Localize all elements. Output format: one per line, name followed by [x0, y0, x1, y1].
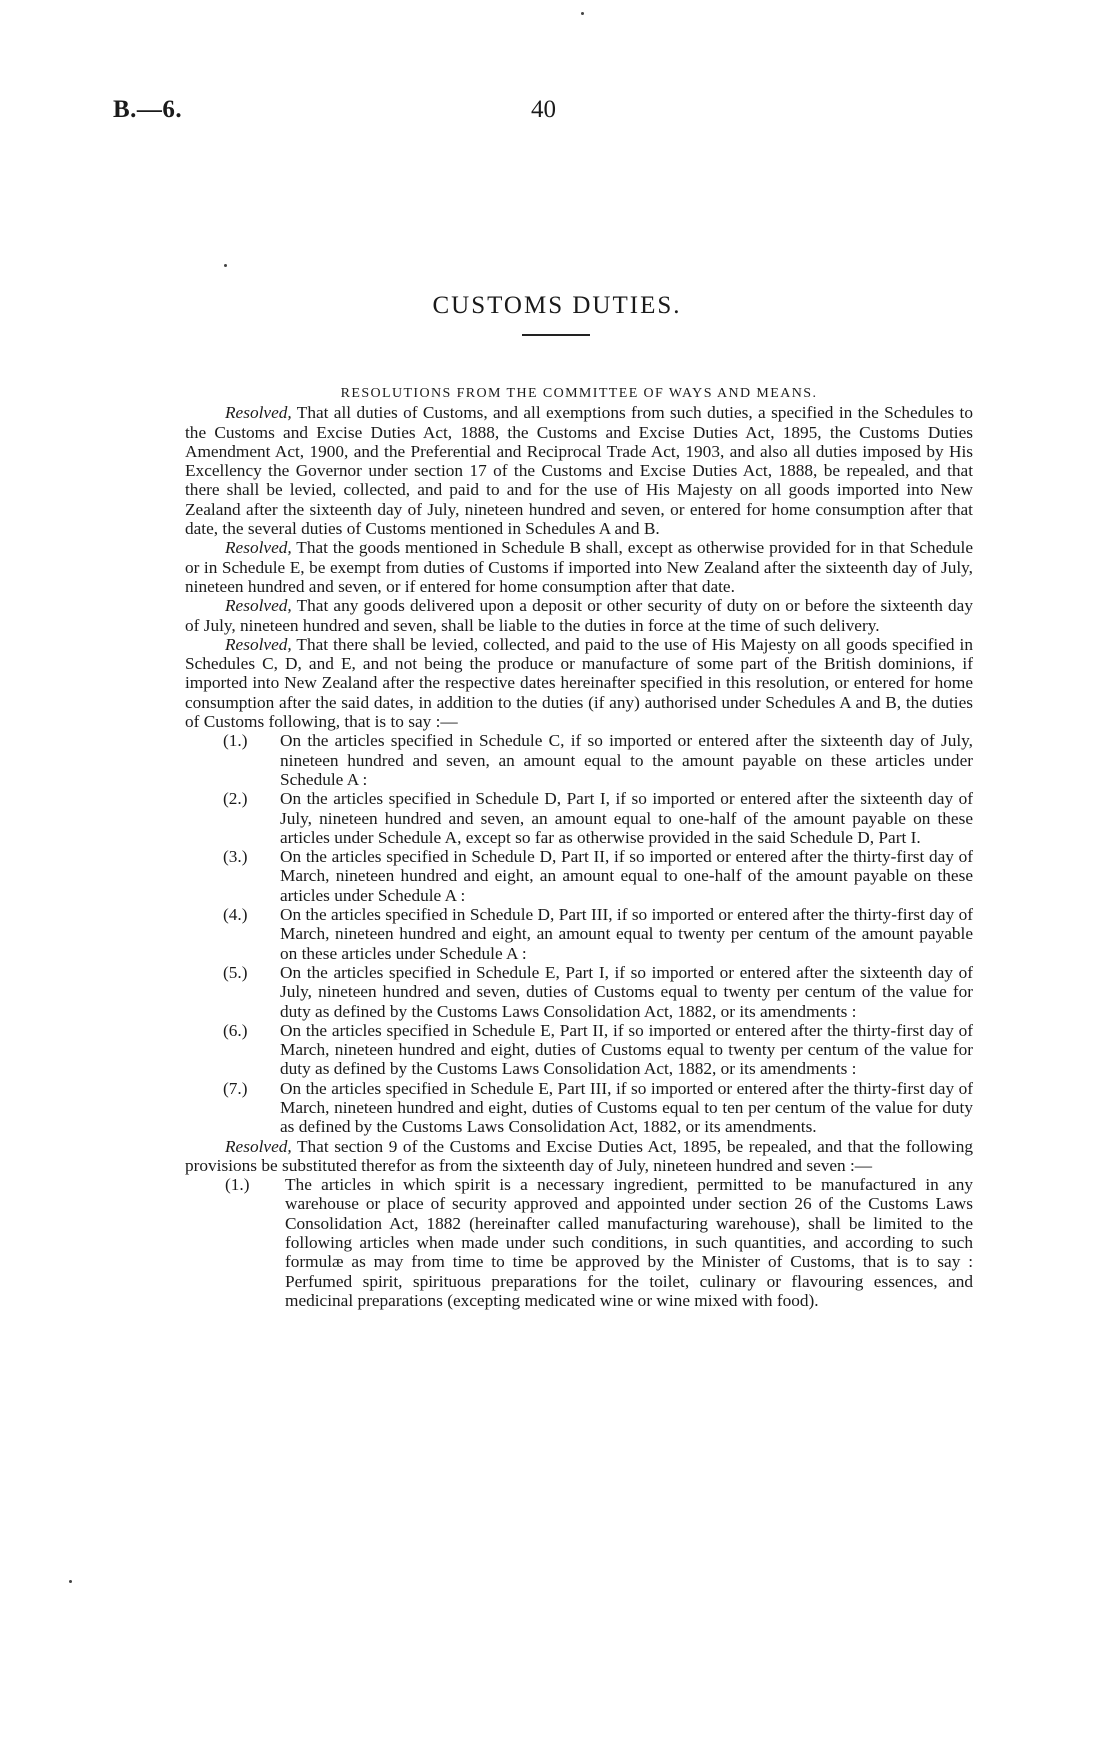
title-rule: [522, 334, 590, 336]
resolution-text: That any goods delivered upon a deposit or other security of duty on or before the sixteenth day of July, nineteen hundred and seven, shall be liable to the duties in force at the time of such delivery.: [185, 596, 973, 635]
resolution-text: That the goods mentioned in Schedule B shall, except as otherwise provided for in that Schedule or in Schedule E, be exempt from duties of Customs if imported into New Zealand after the sixteenth day of July, nineteen hundred and seven, or if entered for home consumption after that date.: [185, 538, 973, 596]
list-item-text: On the articles specified in Schedule E, Part II, if so imported or entered after the thirty-first day of March, nineteen hundred and eight, duties of Customs equal to twenty per centum of the value for duty as defined by the Customs Laws Consolidation Act, 1882, or its amendments :: [280, 1020, 973, 1079]
list-item: [185, 905, 973, 963]
list-item: [185, 847, 973, 905]
resolution-text: That section 9 of the Customs and Excise Duties Act, 1895, be repealed, and that the following provisions be substituted therefor as from the sixteenth day of July, nineteen hundred and seven :—: [185, 1136, 973, 1175]
page-number: 40: [531, 96, 556, 123]
resolved-lead: Resolved,: [225, 1136, 292, 1156]
list-item-text: On the articles specified in Schedule E, Part III, if so imported or entered after the thirty-first day of March, nineteen hundred and eight, duties of Customs equal to ten per centum of the value for duty as defined by the Customs Laws Consolidation Act, 1882, or its amendments.: [280, 1078, 973, 1137]
list-item-text: On the articles specified in Schedule E, Part I, if so imported or entered after the sixteenth day of July, nineteen hundred and seven, duties of Customs equal to twenty per centum of the value for duty as defined by the Customs Laws Consolidation Act, 1882, or its amendments :: [280, 962, 973, 1021]
list-item-number: (3.): [223, 847, 248, 867]
list-item-number: (1.): [223, 731, 248, 751]
resolution-paragraph: [185, 596, 973, 635]
resolution-paragraph: [185, 403, 973, 538]
resolved-lead: Resolved,: [225, 403, 292, 423]
list-item-text: On the articles specified in Schedule C, if so imported or entered after the sixteenth day of July, nineteen hundred and seven, an amount equal to the amount payable on these articles under Schedule A :: [280, 731, 973, 789]
list-item-number: (5.): [223, 962, 248, 982]
list-item-number: (2.): [223, 789, 248, 809]
list-item: [185, 731, 973, 789]
list-item: [185, 963, 973, 1021]
section-subheading: RESOLUTIONS FROM THE COMMITTEE OF WAYS AND MEANS.: [340, 386, 818, 401]
list-item: [185, 1175, 973, 1310]
list-item-number: (1.): [225, 1175, 250, 1195]
list-item: [185, 789, 973, 847]
list-item: [185, 1079, 973, 1137]
scan-speck: [69, 1580, 72, 1583]
resolution-text: That there shall be levied, collected, and paid to the use of His Majesty on all goods specified in Schedules C, D, and E, and not being the produce or manufacture of some part of the British dominions, if imported into New Zealand after the respective dates hereinafter specified in this resolution, or entered for home consumption after the said dates, in addition to the duties (if any) authorised under Schedules A and B, the duties of Customs following, that is to say :—: [185, 634, 973, 732]
list-item-text: On the articles specified in Schedule D, Part III, if so imported or entered after the thirty-first day of March, nineteen hundred and eight, an amount equal to twenty per centum of the amount payable on these articles under Schedule A :: [280, 905, 973, 963]
resolution-paragraph: [185, 1137, 973, 1176]
scan-speck: [581, 12, 584, 15]
resolution-paragraph: [185, 538, 973, 596]
document-body: [185, 384, 973, 1310]
list-item-number: (7.): [223, 1078, 248, 1098]
resolution-text: That all duties of Customs, and all exemptions from such duties, a specified in the Schedules to the Customs and Excise Duties Act, 1888, the Customs and Excise Duties Act, 1895, the Customs Duties Amendment Act, 1900, and the Preferential and Reciprocal Trade Act, 1903, and also all duties imposed by His Excellency the Governor under section 17 of the Customs and Excise Duties Act, 1888, be repealed, and that there shall be levied, collected, and paid to and for the use of His Majesty on all goods imported into New Zealand after the sixteenth day of July, nineteen hundred and seven, or entered for home consumption after that date, the several duties of Customs mentioned in Schedules A and B.: [185, 403, 973, 539]
scan-speck: [224, 264, 227, 267]
list-item-text: On the articles specified in Schedule D, Part II, if so imported or entered after the thirty-first day of March, nineteen hundred and eight, an amount equal to one-half of the amount payable on these articles under Schedule A :: [280, 847, 973, 905]
resolved-lead: Resolved,: [225, 634, 292, 654]
list-item-text: On the articles specified in Schedule D, Part I, if so imported or entered after the sixteenth day of July, nineteen hundred and seven, an amount equal to one-half of the amount payable on these articles under Schedule A, except so far as otherwise provided in the said Schedule D, Part I.: [280, 789, 973, 847]
resolved-lead: Resolved,: [225, 596, 292, 616]
resolved-lead: Resolved,: [225, 538, 292, 558]
list-item-text: The articles in which spirit is a necessary ingredient, permitted to be manufactured in any warehouse or place of security approved and appointed under section 26 of the Customs Laws Consolidation Act, 1882 (hereinafter called manufacturing warehouse), shall be limited to the following articles when made under such conditions, in such quantities, and according to such formulæ as may from time to time be approved by the Minister of Customs, that is to say : Perfumed spirit, spirituous preparations for the toilet, culinary or flavouring essences, and medicinal preparations (excepting medicated wine or wine mixed with food).: [285, 1175, 973, 1310]
resolution-paragraph: [185, 635, 973, 731]
page-title: CUSTOMS DUTIES.: [432, 292, 682, 319]
document-reference: B.—6.: [113, 96, 183, 123]
list-item: [185, 1021, 973, 1079]
list-item-number: (4.): [223, 905, 248, 925]
list-item-number: (6.): [223, 1020, 248, 1040]
